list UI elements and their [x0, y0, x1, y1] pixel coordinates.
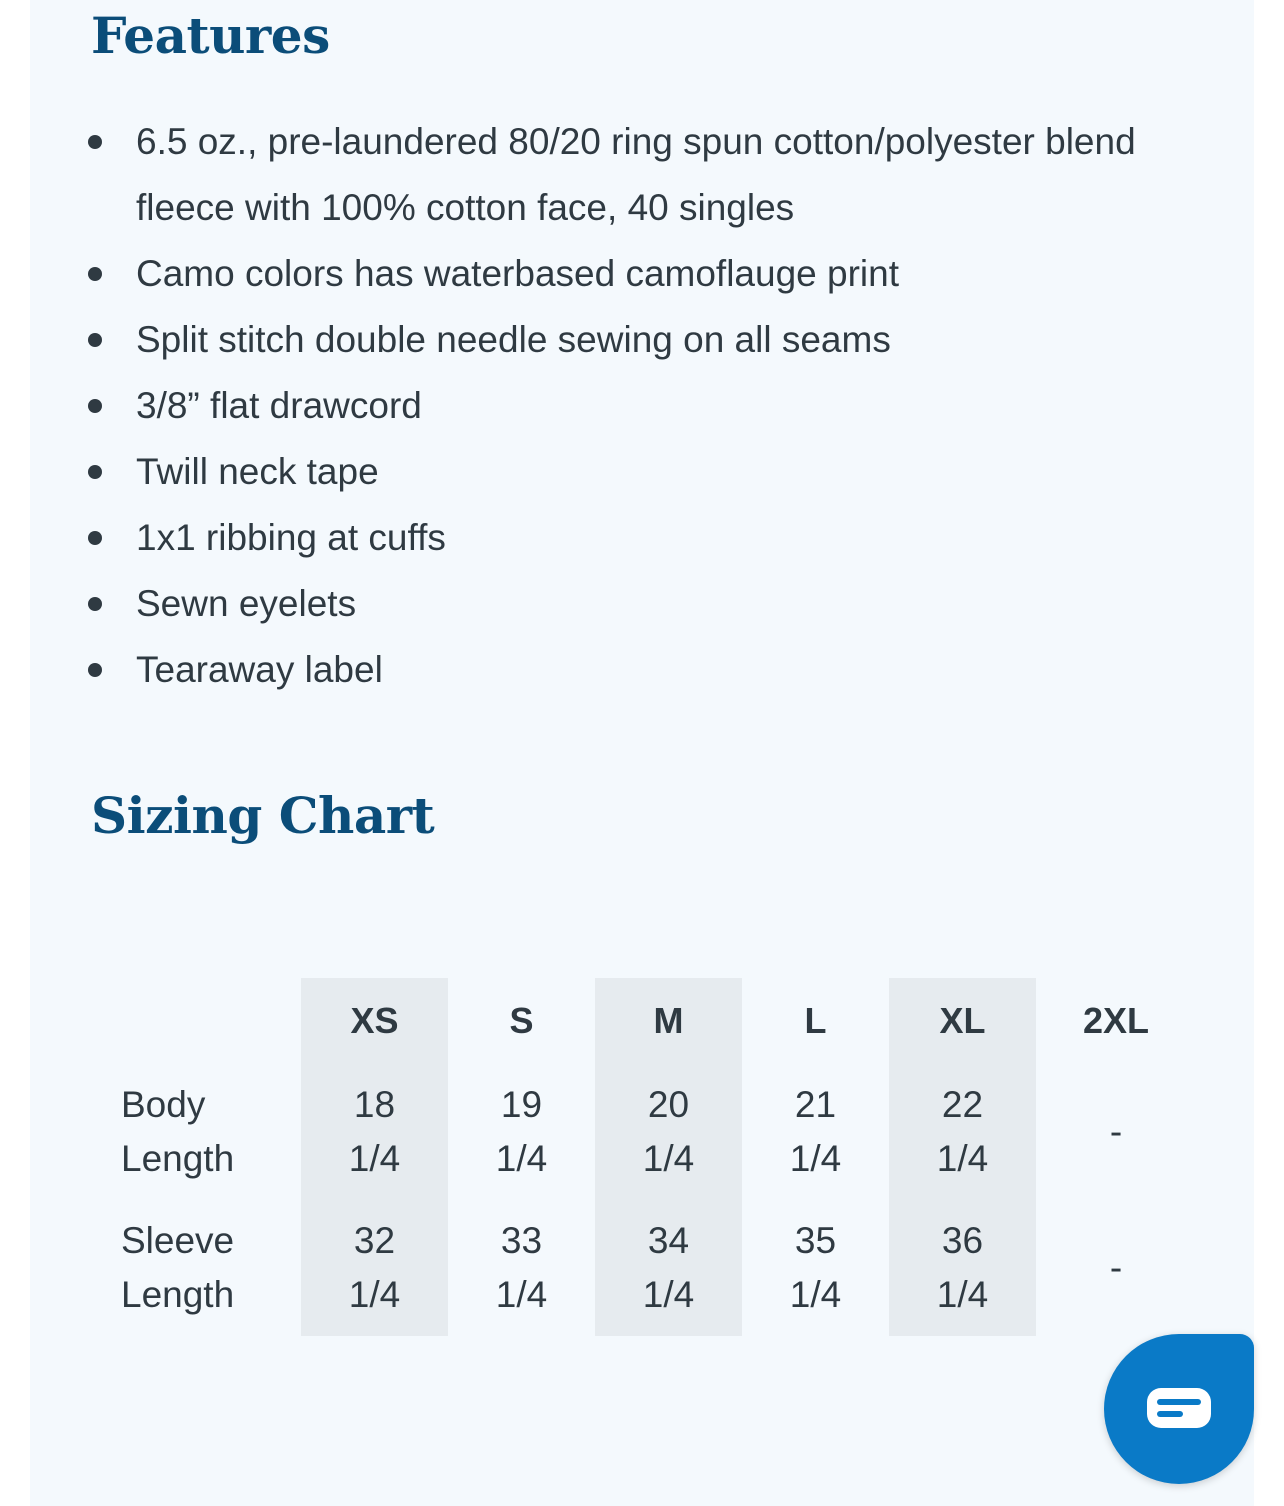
- size-header-2xl: 2XL: [1082, 1000, 1150, 1041]
- bullet-icon: [88, 135, 102, 149]
- table-cell: [595, 1064, 742, 1200]
- sizing-chart-heading: Sizing Chart: [91, 786, 435, 845]
- size-header-xl: XL: [889, 978, 1036, 1064]
- row-label-line: Length: [121, 1274, 235, 1315]
- sizing-header-row: [103, 978, 1196, 1064]
- cell-fraction: 1/4: [789, 1138, 842, 1179]
- row-label-sleeve-length: [103, 1200, 301, 1336]
- size-header-s: S: [509, 1000, 534, 1041]
- size-header-xs: XS: [301, 978, 448, 1064]
- table-cell: [448, 1200, 595, 1336]
- feature-text: Split stitch double needle sewing on all seams: [136, 319, 891, 360]
- table-row: [103, 1200, 1196, 1336]
- cell-whole: 33: [500, 1220, 543, 1261]
- table-cell: [1036, 1064, 1196, 1200]
- cell-whole: 22: [941, 1084, 984, 1125]
- cell-empty-dash: -: [1109, 1111, 1123, 1152]
- chat-icon-line: [1157, 1399, 1201, 1405]
- feature-text: Tearaway label: [136, 649, 383, 690]
- table-cell: [889, 1064, 1036, 1200]
- chat-button[interactable]: [1104, 1334, 1254, 1484]
- empty-header-cell: [103, 978, 301, 1064]
- size-header-l: L: [804, 1000, 827, 1041]
- feature-text: 1x1 ribbing at cuffs: [136, 517, 446, 558]
- cell-fraction: 1/4: [348, 1138, 401, 1179]
- features-list: [85, 109, 1165, 703]
- row-label-body-length: [103, 1064, 301, 1200]
- features-heading: Features: [91, 6, 330, 65]
- chat-icon-line: [1157, 1411, 1183, 1417]
- cell-whole: 18: [353, 1084, 396, 1125]
- bullet-icon: [88, 531, 102, 545]
- bullet-icon: [88, 399, 102, 413]
- table-cell: [595, 1200, 742, 1336]
- cell-whole: 36: [941, 1220, 984, 1261]
- cell-fraction: 1/4: [642, 1138, 695, 1179]
- row-label-line: Sleeve: [121, 1220, 235, 1261]
- cell-fraction: 1/4: [936, 1138, 989, 1179]
- sizing-table: [103, 978, 1196, 1336]
- chat-bubble-icon: [1147, 1388, 1211, 1428]
- cell-fraction: 1/4: [348, 1274, 401, 1315]
- row-label-line: Length: [121, 1138, 235, 1179]
- feature-item: [85, 307, 1165, 373]
- cell-whole: 21: [794, 1084, 837, 1125]
- table-cell: [301, 1064, 448, 1200]
- feature-item: [85, 373, 1165, 439]
- feature-text: Sewn eyelets: [136, 583, 357, 624]
- cell-empty-dash: -: [1109, 1247, 1123, 1288]
- feature-item: [85, 571, 1165, 637]
- cell-fraction: 1/4: [789, 1274, 842, 1315]
- feature-text: 6.5 oz., pre-laundered 80/20 ring spun cotton/polyester blend fleece with 100% cotton face, 40 singles: [136, 121, 1136, 228]
- cell-fraction: 1/4: [642, 1274, 695, 1315]
- table-cell: [1036, 1200, 1196, 1336]
- feature-item: [85, 241, 1165, 307]
- row-label-line: Body: [121, 1084, 206, 1125]
- table-cell: [742, 1064, 889, 1200]
- cell-fraction: 1/4: [495, 1274, 548, 1315]
- size-header-m: M: [595, 978, 742, 1064]
- table-row: [103, 1064, 1196, 1200]
- cell-whole: 32: [353, 1220, 396, 1261]
- feature-item: [85, 109, 1165, 241]
- cell-whole: 34: [647, 1220, 690, 1261]
- bullet-icon: [88, 597, 102, 611]
- table-cell: [301, 1200, 448, 1336]
- cell-whole: 19: [500, 1084, 543, 1125]
- bullet-icon: [88, 267, 102, 281]
- table-cell: [742, 1200, 889, 1336]
- feature-item: [85, 505, 1165, 571]
- bullet-icon: [88, 465, 102, 479]
- feature-text: Twill neck tape: [136, 451, 379, 492]
- bullet-icon: [88, 663, 102, 677]
- cell-fraction: 1/4: [936, 1274, 989, 1315]
- feature-text: Camo colors has waterbased camoflauge print: [136, 253, 899, 294]
- bullet-icon: [88, 333, 102, 347]
- cell-whole: 20: [647, 1084, 690, 1125]
- feature-text: 3/8” flat drawcord: [136, 385, 422, 426]
- feature-item: [85, 637, 1165, 703]
- table-cell: [889, 1200, 1036, 1336]
- cell-whole: 35: [794, 1220, 837, 1261]
- feature-item: [85, 439, 1165, 505]
- cell-fraction: 1/4: [495, 1138, 548, 1179]
- table-cell: [448, 1064, 595, 1200]
